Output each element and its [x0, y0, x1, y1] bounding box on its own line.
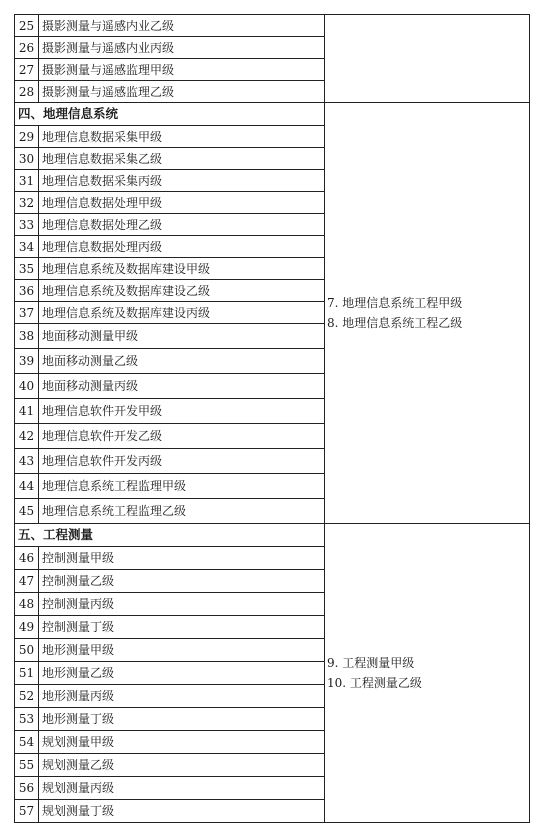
item-name: 规划测量丁级	[39, 800, 325, 823]
table-row	[15, 15, 530, 37]
item-number: 52	[15, 685, 39, 708]
item-number: 49	[15, 616, 39, 639]
item-name: 控制测量甲级	[39, 547, 325, 570]
item-name: 地理信息软件开发丙级	[39, 449, 325, 474]
item-name: 地形测量丁级	[39, 708, 325, 731]
item-number: 27	[15, 59, 39, 81]
item-name: 地形测量甲级	[39, 639, 325, 662]
item-name: 摄影测量与遥感内业乙级	[39, 15, 325, 37]
mapped-qualification: 8. 地理信息系统工程乙级	[327, 316, 463, 330]
item-name: 地面移动测量丙级	[39, 374, 325, 399]
item-number: 47	[15, 570, 39, 593]
item-number: 50	[15, 639, 39, 662]
item-name: 地面移动测量乙级	[39, 349, 325, 374]
item-name: 规划测量甲级	[39, 731, 325, 754]
item-number: 42	[15, 424, 39, 449]
item-name: 地理信息软件开发乙级	[39, 424, 325, 449]
item-number: 28	[15, 81, 39, 103]
item-name: 地理信息数据处理丙级	[39, 236, 325, 258]
item-name: 地理信息数据采集甲级	[39, 126, 325, 148]
item-name: 控制测量丁级	[39, 616, 325, 639]
mapped-qualification: 9. 工程测量甲级	[327, 656, 415, 670]
item-number: 30	[15, 148, 39, 170]
item-name: 摄影测量与遥感监理乙级	[39, 81, 325, 103]
item-number: 45	[15, 499, 39, 524]
qualification-table-body	[15, 15, 530, 823]
item-number: 48	[15, 593, 39, 616]
item-name: 地形测量丙级	[39, 685, 325, 708]
item-name: 规划测量乙级	[39, 754, 325, 777]
item-name: 地形测量乙级	[39, 662, 325, 685]
item-name: 摄影测量与遥感监理甲级	[39, 59, 325, 81]
mapped-qualification: 7. 地理信息系统工程甲级	[327, 296, 463, 310]
item-number: 46	[15, 547, 39, 570]
qualification-table-page	[14, 14, 529, 823]
item-name: 地面移动测量甲级	[39, 324, 325, 349]
item-name: 地理信息数据采集丙级	[39, 170, 325, 192]
item-number: 56	[15, 777, 39, 800]
item-name: 地理信息数据处理甲级	[39, 192, 325, 214]
item-number: 54	[15, 731, 39, 754]
item-number: 40	[15, 374, 39, 399]
item-number: 41	[15, 399, 39, 424]
item-name: 控制测量乙级	[39, 570, 325, 593]
item-number: 34	[15, 236, 39, 258]
item-name: 规划测量丙级	[39, 777, 325, 800]
item-name: 摄影测量与遥感内业丙级	[39, 37, 325, 59]
item-number: 38	[15, 324, 39, 349]
item-name: 地理信息系统工程监理甲级	[39, 474, 325, 499]
item-name: 地理信息数据处理乙级	[39, 214, 325, 236]
item-number: 32	[15, 192, 39, 214]
mapped-qualification: 10. 工程测量乙级	[327, 676, 422, 690]
section-header-row	[15, 103, 530, 126]
item-name: 地理信息系统及数据库建设乙级	[39, 280, 325, 302]
item-number: 26	[15, 37, 39, 59]
item-number: 33	[15, 214, 39, 236]
item-name: 地理信息系统及数据库建设甲级	[39, 258, 325, 280]
item-number: 57	[15, 800, 39, 823]
item-number: 25	[15, 15, 39, 37]
item-number: 53	[15, 708, 39, 731]
section-header-row	[15, 524, 530, 547]
mapped-cell-group-1	[325, 15, 530, 103]
mapped-cell-section-4	[325, 103, 530, 524]
item-number: 44	[15, 474, 39, 499]
item-number: 39	[15, 349, 39, 374]
item-number: 35	[15, 258, 39, 280]
item-number: 36	[15, 280, 39, 302]
item-number: 55	[15, 754, 39, 777]
item-name: 地理信息数据采集乙级	[39, 148, 325, 170]
item-number: 29	[15, 126, 39, 148]
section-title: 四、地理信息系统	[15, 103, 325, 126]
item-name: 控制测量丙级	[39, 593, 325, 616]
qualification-table	[14, 14, 530, 823]
item-name: 地理信息系统及数据库建设丙级	[39, 302, 325, 324]
item-number: 31	[15, 170, 39, 192]
item-number: 43	[15, 449, 39, 474]
section-title: 五、工程测量	[15, 524, 325, 547]
item-number: 37	[15, 302, 39, 324]
item-name: 地理信息系统工程监理乙级	[39, 499, 325, 524]
item-name: 地理信息软件开发甲级	[39, 399, 325, 424]
item-number: 51	[15, 662, 39, 685]
mapped-cell-section-5	[325, 524, 530, 823]
